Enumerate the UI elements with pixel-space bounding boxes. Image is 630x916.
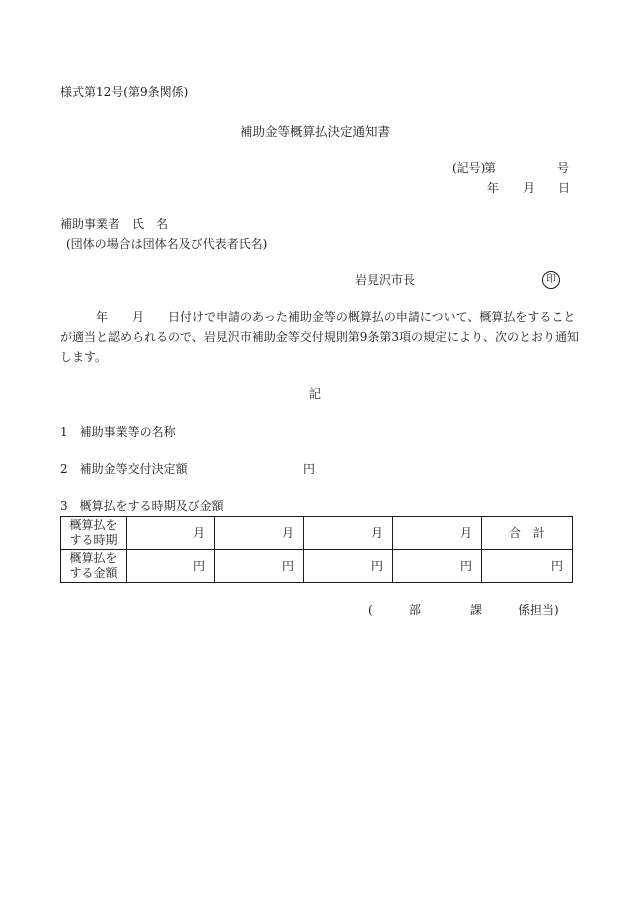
- contact-staff: 係担当): [518, 603, 559, 617]
- amount-header-line-2: する金額: [69, 566, 118, 580]
- timing-row-header: [61, 517, 127, 550]
- schedule-row-timing: [61, 517, 573, 550]
- contact-section: 課: [470, 603, 483, 617]
- contact-open-paren: (: [368, 603, 373, 617]
- timing-header-line-2: する時期: [69, 533, 118, 547]
- notice-body: [60, 307, 580, 367]
- ki-heading: 記: [308, 387, 321, 401]
- document-title: 補助金等概算払決定通知書: [239, 124, 390, 139]
- issuer-name: 岩見沢市長: [355, 273, 416, 287]
- schedule-table: [60, 516, 573, 583]
- seal-mark: 印: [542, 271, 560, 289]
- timing-header-line-1: 概算払を: [69, 518, 118, 532]
- schedule-row-amount: [61, 550, 573, 583]
- applicant-note: (団体の場合は団体名及び代表者氏名): [66, 237, 268, 251]
- item-3-schedule-heading: 3 概算払をする時期及び金額: [60, 499, 224, 513]
- applicant-label: 補助事業者 氏 名: [60, 217, 169, 231]
- notice-body-line-1: 年 月 日付けで申請のあった補助金等の概算払の申請について、概算払をすること: [60, 310, 576, 324]
- item-1-project-name: 1 補助事業等の名称: [60, 425, 176, 439]
- timing-cell-month: 月: [304, 517, 393, 550]
- timing-cell-month: 月: [393, 517, 482, 550]
- contact-department: 部: [409, 603, 422, 617]
- amount-cell-yen: 円: [304, 550, 393, 583]
- amount-cell-total-yen: 円: [482, 550, 573, 583]
- item-2-grant-amount: 2 補助金等交付決定額: [60, 462, 188, 476]
- timing-cell-total: 合 計: [482, 517, 573, 550]
- amount-row-header: [61, 550, 127, 583]
- amount-cell-yen: 円: [127, 550, 215, 583]
- reference-kigo: (記号): [452, 161, 486, 175]
- timing-cell-month: 月: [215, 517, 304, 550]
- amount-header-line-1: 概算払を: [69, 551, 118, 565]
- reference-dai: 第: [484, 161, 497, 175]
- notice-body-line-2: が適当と認められるので、岩見沢市補助金等交付規則第9条第3項の規定により、次のとおり通知: [60, 330, 580, 344]
- reference-go: 号: [557, 161, 570, 175]
- amount-cell-yen: 円: [215, 550, 304, 583]
- form-number: 様式第12号(第9条関係): [60, 85, 189, 99]
- date-month: 月: [523, 181, 536, 195]
- date-day: 日: [558, 181, 571, 195]
- date-year: 年: [487, 181, 500, 195]
- timing-cell-month: 月: [127, 517, 215, 550]
- item-2-yen-unit: 円: [303, 462, 316, 476]
- amount-cell-yen: 円: [393, 550, 482, 583]
- notice-body-line-3: します。: [60, 350, 108, 364]
